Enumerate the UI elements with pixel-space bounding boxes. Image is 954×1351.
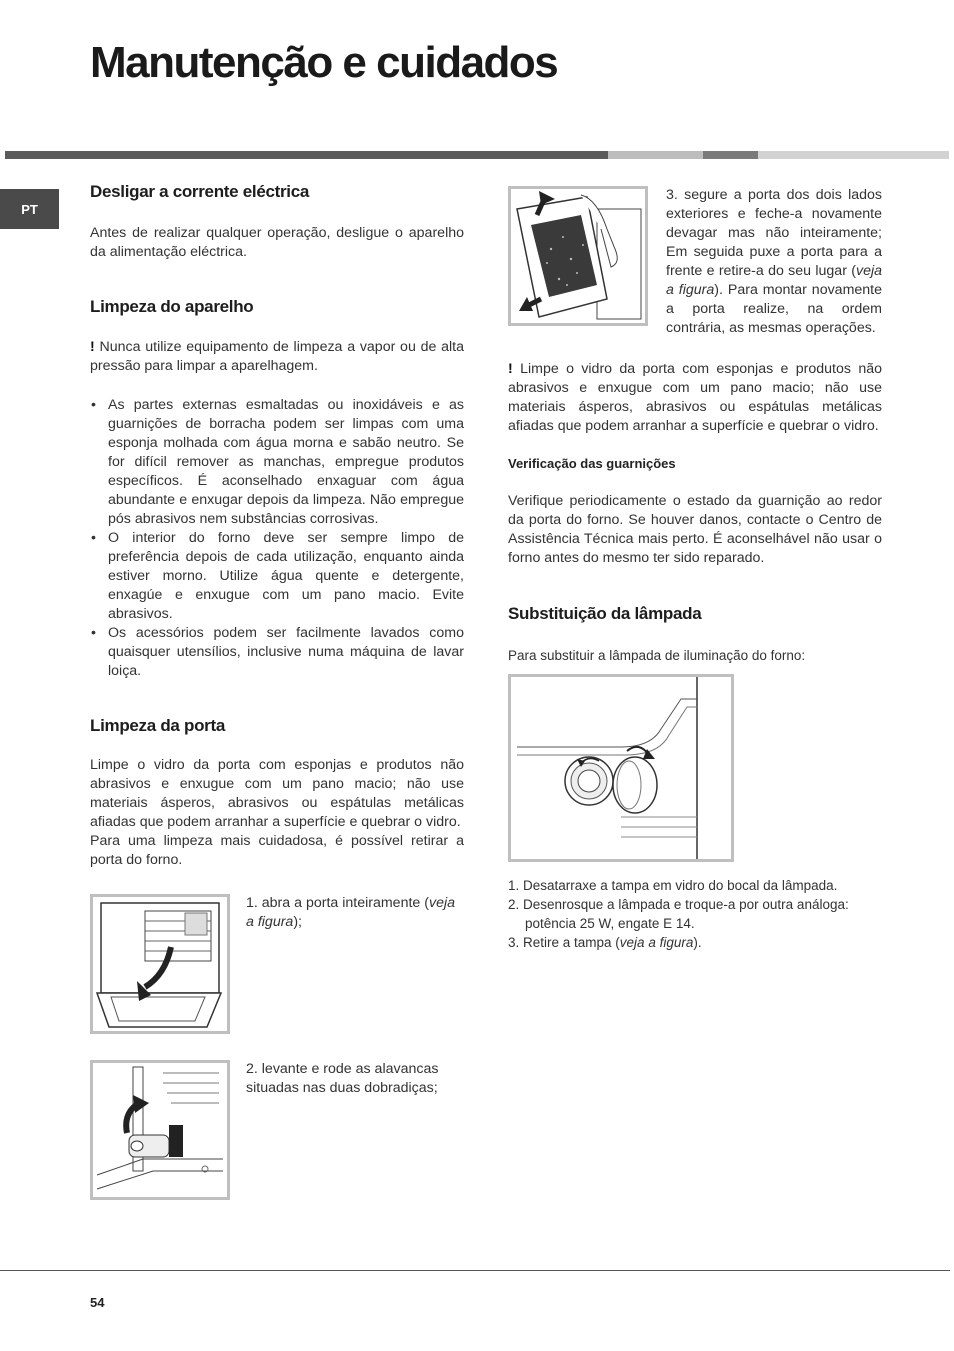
header-bar-segment (5, 151, 608, 159)
step-1-text-b: ); (293, 914, 302, 930)
header-bar-segment (608, 151, 703, 159)
step-1 (90, 894, 464, 1034)
section-body-power: Antes de realizar qualquer operação, desligue o aparelho da alimentação eléctrica. (90, 225, 464, 260)
list-item: • Os acessórios podem ser facilmente lavados como quaisquer utensílios, inclusive numa máquina de lavar loiça. (90, 624, 464, 681)
page-number: 54 (90, 1295, 105, 1310)
header-bar-segment (703, 151, 758, 159)
section-body-door: Limpe o vidro da porta com esponjas e produtos não abrasivos e enxugue com um pano macio; não use materiais ásperos, abrasivos ou espátulas metálicas afiadas que podem arranhar a superfície e quebrar o vidro. (90, 757, 464, 830)
subsection-body-gaskets: Verifique periodicamente o estado da guarnição ao redor da porta do forno. Se houver danos, contacte o Centro de Assistência Técnica mais perto. É aconselhável não usar o forno antes do mesmo ter sido reparado. (508, 493, 882, 566)
open-door-figure (90, 894, 230, 1034)
warning-text (508, 360, 882, 436)
section-heading-lamp: Substituição da lâmpada (508, 604, 702, 623)
lamp-intro: Para substituir a lâmpada de iluminação do forno: (508, 648, 806, 663)
warning-body: Nunca utilize equipamento de limpeza a vapor ou de alta pressão para limpar a aparelhagem. (90, 339, 464, 374)
step-1-text-a: 1. abra a porta inteiramente ( (246, 895, 429, 911)
step-1-text (246, 894, 464, 1034)
step-2 (90, 1060, 464, 1200)
footer-divider (0, 1270, 950, 1271)
lamp-step-3-b: ). (693, 935, 702, 950)
warning-icon: ! (90, 339, 95, 355)
list-item: • O interior do forno deve ser sempre limpo de preferência depois de cada utilização, enquanto ainda estiver morno. Utilize água quente e detergente, enxagúe e enxugue com um pano macio. Evite abrasivos. (90, 529, 464, 624)
see-figure-ref: veja a figura (246, 895, 455, 930)
header-bar-segment (758, 151, 949, 159)
section-heading-power: Desligar a corrente eléctrica (90, 182, 310, 201)
step-3-text (666, 186, 882, 338)
step-2-text: 2. levante e rode as alavancas situadas nas duas dobradiças; (246, 1061, 439, 1096)
hinge-lever-figure (90, 1060, 230, 1200)
page-title: Manutenção e cuidados (90, 38, 558, 87)
list-item: • As partes externas esmaltadas ou inoxidáveis e as guarnições de borracha podem ser limpas com uma esponja molhada com água morna e sabão neutro. Se for difícil remover as manchas, empregue produtos específicos. É aconselhado enxaguar com água abundante e enxugar depois da limpeza. Não empregue pós abrasivos nem substâncias corrosivas. (90, 396, 464, 529)
left-column (90, 182, 464, 1200)
step-3 (508, 186, 882, 338)
step-3-text-b: ). Para montar novamente a porta realize, na ordem contrária, as mesmas operações. (666, 282, 883, 336)
list-item (508, 933, 882, 952)
right-column (508, 186, 882, 952)
subsection-heading-gaskets: Verificação das guarnições (508, 456, 676, 471)
section-body-door-removal: Para uma limpeza mais cuidadosa, é possível retirar a porta do forno. (90, 833, 464, 868)
section-heading-door-cleaning: Limpeza da porta (90, 716, 226, 735)
warning-icon: ! (508, 361, 513, 377)
lamp-steps (508, 876, 882, 952)
warning-text (90, 338, 464, 376)
remove-door-figure (508, 186, 648, 326)
cleaning-list (90, 396, 464, 681)
see-figure-ref: veja a figura (666, 263, 882, 298)
list-item: 1. Desatarraxe a tampa em vidro do bocal da lâmpada. (508, 878, 838, 893)
list-item: 2. Desenrosque a lâmpada e troque-a por outra análoga: potência 25 W, engate E 14. (508, 897, 849, 931)
lamp-step-3-a: 3. Retire a tampa ( (508, 935, 620, 950)
step-3-text-a: 3. segure a porta dos dois lados exteriores e feche-a novamente devagar mas não inteiramente; Em seguida puxe a porta para a frente e retire-a do seu lugar ( (666, 187, 882, 279)
lamp-figure (508, 674, 734, 862)
see-figure-ref: veja a figura (619, 935, 694, 950)
section-heading-appliance-cleaning: Limpeza do aparelho (90, 297, 254, 316)
warning-body: Limpe o vidro da porta com esponjas e produtos não abrasivos e enxugue com um pano macio; não use materiais ásperos, abrasivos ou espátulas metálicas afiadas que podem arranhar a superfície e quebrar o vidro. (508, 361, 882, 434)
language-tab: PT (0, 189, 59, 229)
